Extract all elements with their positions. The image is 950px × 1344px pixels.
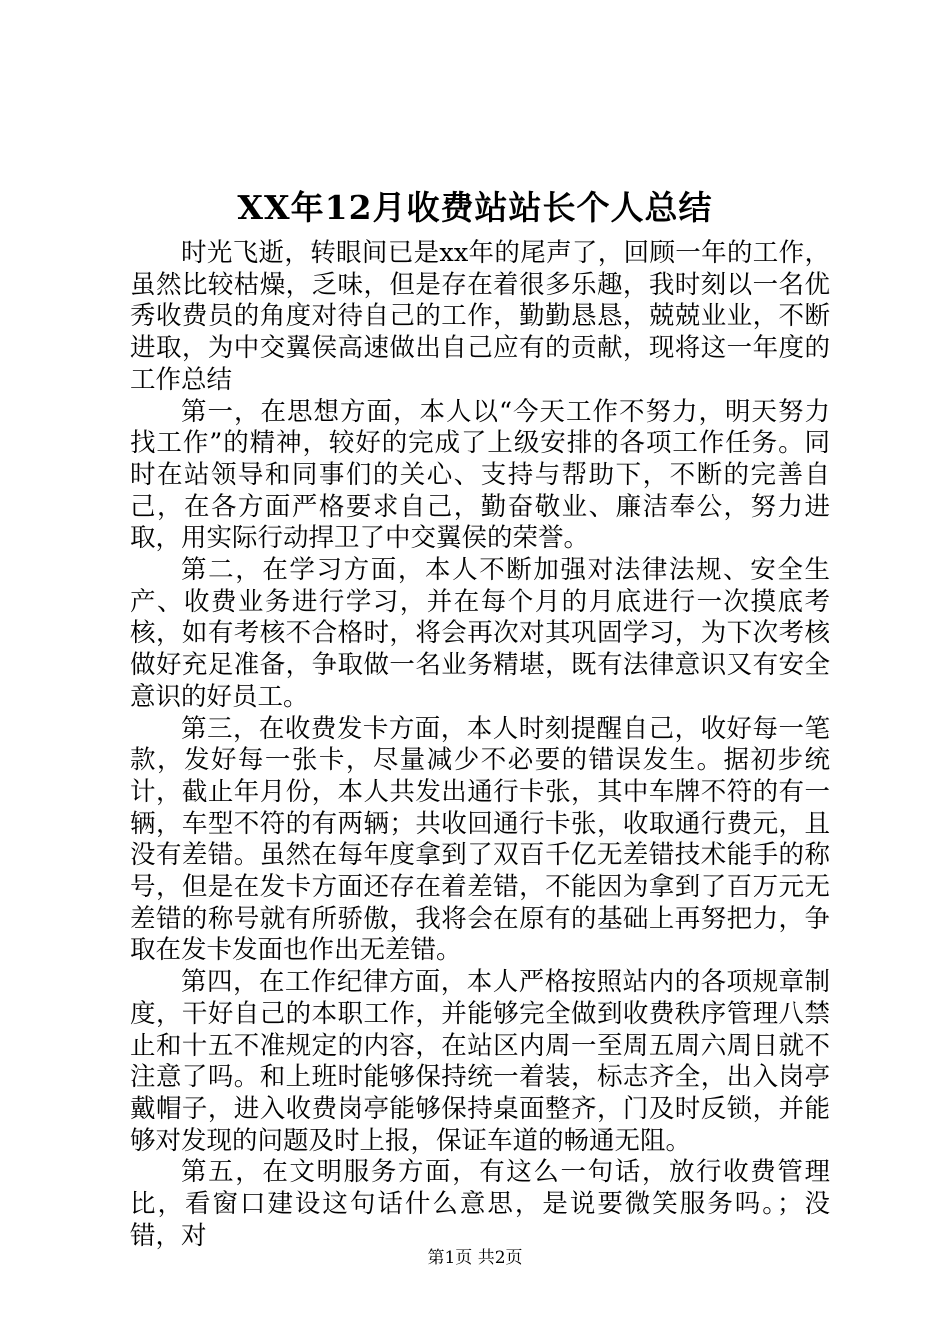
paragraph-study: 第二，在学习方面，本人不断加强对法律法规、安全生产、收费业务进行学习，并在每个月的月底进行一次摸底考核，如有考核不合格时，将会再次对其巩固学习，为下次考核做好充足准备，争取做一名业务精堪，既有法律意识又有安全意识的好员工。 bbox=[130, 555, 830, 712]
paragraph-intro: 时光飞逝，转眼间已是xx年的尾声了，回顾一年的工作，虽然比较枯燥，乏味，但是存在着很多乐趣，我时刻以一名优秀收费员的角度对待自己的工作，勤勤恳恳，兢兢业业，不断进取，为中交翼侯高速做出自己应有的贡献，现将这一年度的工作总结 bbox=[130, 238, 830, 395]
paragraph-discipline: 第四，在工作纪律方面，本人严格按照站内的各项规章制度，干好自己的本职工作，并能够完全做到收费秩序管理八禁止和十五不准规定的内容，在站区内周一至周五周六周日就不注意了吗。和上班时能够保持统一着装，标志齐全，出入岗亭戴帽子，进入收费岗亭能够保持桌面整齐，门及时反锁，并能够对发现的问题及时上报，保证车道的畅通无阻。 bbox=[130, 967, 830, 1156]
paragraph-toll-card: 第三，在收费发卡方面，本人时刻提醒自己，收好每一笔款，发好每一张卡，尽量减少不必要的错误发生。据初步统计，截止年月份，本人共发出通行卡张，其中车牌不符的有一辆，车型不符的有两辆；共收回通行卡张，收取通行费元，且没有差错。虽然在每年度拿到了双百千亿无差错技术能手的称号，但是在发卡方面还存在着差错，不能因为拿到了百万元无差错的称号就有所骄傲，我将会在原有的基础上再努把力，争取在发卡发面也作出无差错。 bbox=[130, 713, 830, 966]
document-body bbox=[130, 238, 830, 1253]
page-number-footer: 第1页 共2页 bbox=[427, 1248, 523, 1268]
paragraph-thought: 第一，在思想方面，本人以“今天工作不努力，明天努力找工作”的精神，较好的完成了上级安排的各项工作任务。同时在站领导和同事们的关心、支持与帮助下，不断的完善自己，在各方面严格要求自己，勤奋敬业、廉洁奉公，努力进取，用实际行动捍卫了中交翼侯的荣誉。 bbox=[130, 396, 830, 554]
page-title: XX年12月收费站站长个人总结 bbox=[237, 188, 713, 227]
paragraph-service: 第五，在文明服务方面，有这么一句话，放行收费管理比，看窗口建设这句话什么意思，是说要微笑服务吗。；没错，对 bbox=[130, 1157, 830, 1251]
